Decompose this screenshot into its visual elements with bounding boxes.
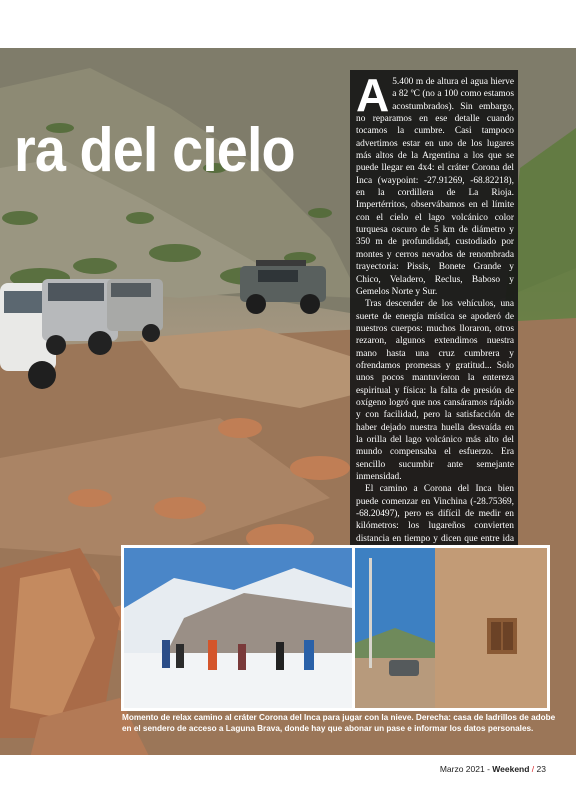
photo-caption: Momento de relax camino al cráter Corona del Inca para jugar con la nieve. Derecha: casa de ladrillos de adobe en el sendero de acceso a Laguna Brava, donde hay que abonar un pase e informar los datos personales. [122, 713, 556, 733]
gray-pickup-truck [105, 273, 165, 353]
footer-slash: / [529, 764, 537, 774]
footer-separator: - [484, 764, 493, 774]
article-paragraph-1 [356, 69, 514, 298]
adobe-house-illustration [355, 548, 547, 708]
article-paragraph-3: El camino a Corona del Inca bien puede comenzar en Vinchina (-28.75369, -68.20497), pero es difícil de medir en kilómetros: los lugareños convierten distancia en tiempo y dicen que entre ida [356, 484, 514, 544]
page-footer [440, 764, 546, 774]
page-title: ra del cielo [14, 116, 295, 185]
drop-cap: A [356, 69, 390, 121]
article-panel [350, 70, 518, 545]
issue-date: Marzo 2021 [439, 764, 485, 774]
snow-group-photo [121, 545, 355, 711]
page-number: 23 [536, 764, 546, 774]
magazine-name: Weekend [492, 764, 530, 774]
snow-scene-illustration [124, 548, 352, 708]
dark-offroad-truck [238, 256, 330, 318]
paragraph-text: 5.400 m de altura el agua hierve a 82 ºC (no a 100 como estamos acostumbrados). Sin embargo, no reparamos en ese detalle cuando tocamos la cumbre. Casi tampoco advertimos estar en uno de los lugares más altos de la Argentina a los que se puede llegar en 4x4: el cráter Corona del Inca (waypoint: -27.91269, -68.82218), en la cordillera de La Rioja. Impertérritos, observábamos en el límite con el cielo el lago volcánico color turquesa oscuro de 5 km de diámetro y 350 m de profundidad, custodiado por montes y cerros nevados de renombrada trayectoria: Pissis, Bonete Grande y Chico, Veladero, Reclus, Baboso y Gemelos Norte y Sur. [356, 77, 514, 297]
adobe-house-photo [352, 545, 550, 711]
article-body [356, 69, 514, 557]
article-paragraph-2: Tras descender de los vehículos, una suerte de energía mística se apoderó de nuestros cuerpos: muchos lloraron, otros rezaron, algunos extendimos nuestra mano hasta una cruz cumbrera y ofrendamos promesas y gratitud... Solo unos pocos mantuvieron la entereza espiritual y física: la falta de presión de oxígeno logró que nos cansáramos rápido y con facilidad, pero la satisfacción de haber dejado nuestra huella desvaída en la orilla del lago volcánico más alto del mundo compensaba el esfuerzo. Era sencillo sucumbir ante semejante inmensidad. [356, 299, 514, 482]
